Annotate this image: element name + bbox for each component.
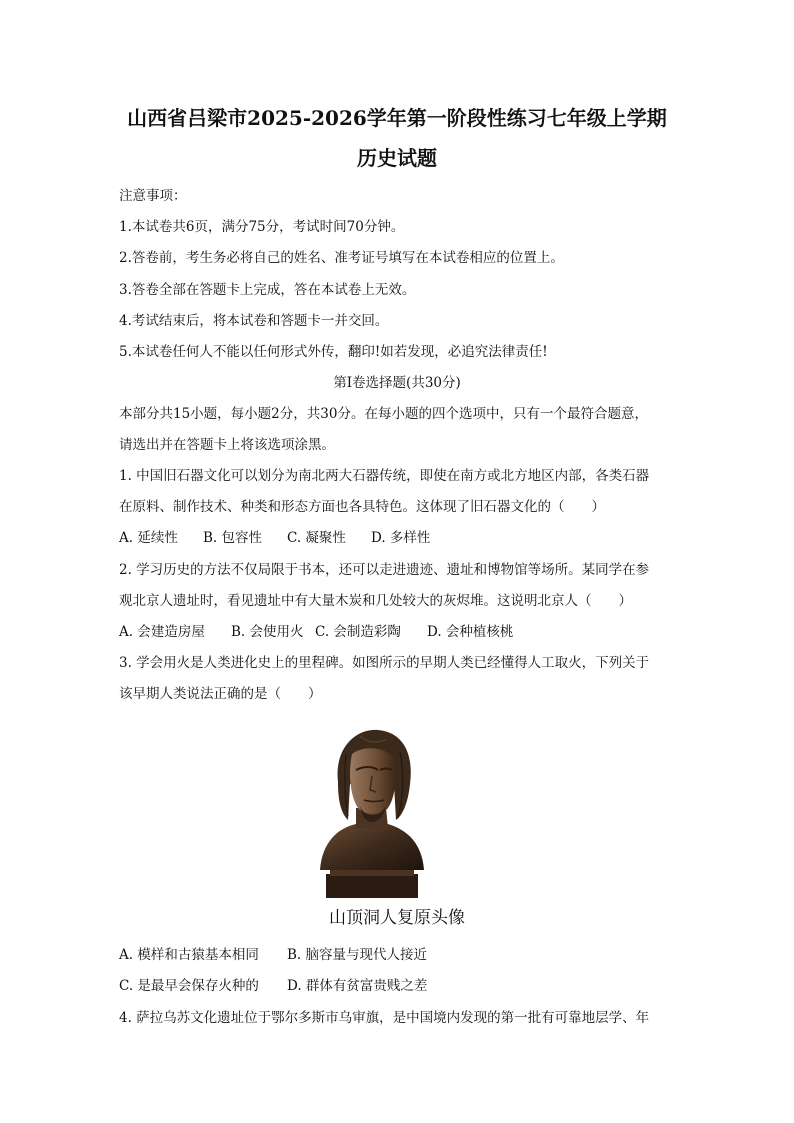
option-c: C. 是最早会保存火种的 bbox=[119, 978, 259, 994]
question-2-stem: 2. 学习历史的方法不仅局限于书本，还可以走进遗迹、遗址和博物馆等场所。某同学在参 bbox=[119, 562, 650, 578]
exam-title-line1: 山西省吕梁市2025-2026学年第一阶段性练习七年级上学期 bbox=[127, 106, 667, 130]
notice-item: 3.答卷全部在答题卡上完成，答在本试卷上无效。 bbox=[119, 282, 416, 298]
question-4-stem: 4. 萨拉乌苏文化遗址位于鄂尔多斯市乌审旗，是中国境内发现的第一批有可靠地层学、年 bbox=[119, 1010, 650, 1026]
figure-caption: 山顶洞人复原头像 bbox=[329, 908, 465, 928]
option-b: B. 会使用火 bbox=[231, 624, 304, 640]
option-a: A. 会建造房屋 bbox=[119, 624, 205, 640]
section-instruction: 请选出并在答题卡上将该选项涂黑。 bbox=[119, 437, 335, 453]
option-c: C. 会制造彩陶 bbox=[315, 624, 401, 640]
section-instruction: 本部分共15小题，每小题2分，共30分。在每小题的四个选项中，只有一个最符合题意， bbox=[119, 406, 648, 422]
notice-item: 1.本试卷共6页，满分75分，考试时间70分钟。 bbox=[119, 219, 405, 235]
option-d: D. 多样性 bbox=[371, 530, 431, 546]
bust-image bbox=[316, 724, 428, 900]
option-a: A. 延续性 bbox=[119, 530, 178, 546]
question-3-stem: 该早期人类说法正确的是（ ） bbox=[119, 686, 322, 702]
notice-item: 5.本试卷任何人不能以任何形式外传，翻印!如若发现，必追究法律责任! bbox=[119, 344, 548, 360]
option-d: D. 会种植核桃 bbox=[427, 624, 514, 640]
notice-heading: 注意事项： bbox=[119, 188, 187, 204]
question-1-options bbox=[119, 528, 679, 548]
section-title: 第Ⅰ卷选择题(共30分) bbox=[333, 375, 461, 391]
question-1-stem: 1. 中国旧石器文化可以划分为南北两大石器传统，即使在南方或北方地区内部，各类石器 bbox=[119, 468, 650, 484]
question-3-options bbox=[119, 945, 679, 965]
notice-item: 4.考试结束后，将本试卷和答题卡一并交回。 bbox=[119, 313, 389, 329]
question-3-options bbox=[119, 976, 679, 996]
option-b: B. 脑容量与现代人接近 bbox=[287, 947, 428, 963]
question-3-stem: 3. 学会用火是人类进化史上的里程碑。如图所示的早期人类已经懂得人工取火，下列关于 bbox=[119, 655, 650, 671]
question-1-stem: 在原料、制作技术、种类和形态方面也各具特色。这体现了旧石器文化的（ ） bbox=[119, 499, 605, 515]
exam-title-line2: 历史试题 bbox=[357, 146, 437, 170]
option-c: C. 凝聚性 bbox=[287, 530, 346, 546]
option-a: A. 模样和古猿基本相同 bbox=[119, 947, 259, 963]
notice-item: 2.答卷前，考生务必将自己的姓名、准考证号填写在本试卷相应的位置上。 bbox=[119, 250, 564, 266]
question-2-options bbox=[119, 622, 679, 642]
question-2-stem: 观北京人遗址时，看见遗址中有大量木炭和几处较大的灰烬堆。这说明北京人（ ） bbox=[119, 593, 632, 609]
option-d: D. 群体有贫富贵贱之差 bbox=[287, 978, 428, 994]
option-b: B. 包容性 bbox=[203, 530, 263, 546]
